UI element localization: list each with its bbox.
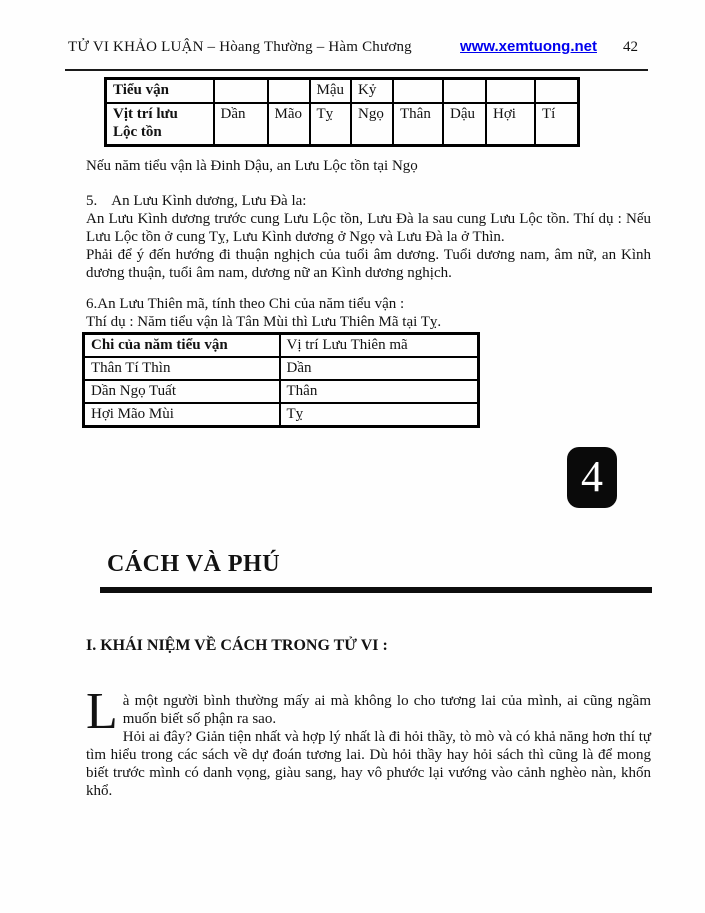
chapter-title: CÁCH VÀ PHÚ	[107, 551, 281, 577]
page-header	[68, 38, 638, 56]
table-cell: Hợi Mão Mùi	[84, 403, 280, 427]
table-cell	[268, 79, 310, 104]
intro-paragraph-2: Hỏi ai đây? Giản tiện nhất và hợp lý nhất là đi hỏi thầy, tò mò và có khả năng hơn thí tự tìm hiểu trong các sách về dự đoán tương lai. Dù hỏi thầy hay hỏi sách thì cũng là để mong biết trước mình có danh vọng, giàu sang, hay vô phước lại vướng vào cảnh nghèo nàn, khốn khổ.	[86, 729, 651, 799]
item-5-title-line	[86, 192, 651, 210]
drop-cap: L	[86, 683, 118, 740]
table-cell	[393, 79, 443, 104]
table-cell	[535, 79, 578, 104]
table-cell: Tiểu vận	[106, 79, 214, 104]
item-6-example: Thí dụ : Năm tiểu vận là Tân Mùi thì Lưu Thiên Mã tại Tỵ.	[86, 314, 442, 330]
chapter-number: 4	[581, 452, 603, 501]
section-intro	[86, 683, 651, 800]
table-cell: Dần Ngọ Tuất	[84, 380, 280, 403]
website-link[interactable]: www.xemtuong.net	[460, 38, 597, 55]
table-cell	[214, 79, 268, 104]
table-cell: Tỵ	[310, 103, 352, 146]
table-cell: Dần	[214, 103, 268, 146]
table-cell: Thân	[393, 103, 443, 146]
table-cell: Mậu	[310, 79, 352, 104]
table-cell: Thân	[280, 380, 479, 403]
table-row	[84, 380, 479, 403]
page-number: 42	[623, 39, 638, 55]
luu-loc-ton-table	[104, 77, 580, 147]
table-header-cell: Chi của năm tiểu vận	[84, 334, 280, 358]
table-cell: Tỵ	[280, 403, 479, 427]
intro-paragraph-1: à một người bình thường mấy ai mà không lo cho tương lai của mình, ai cũng ngầm muốn biết số phận ra sao.	[122, 693, 651, 727]
table-cell	[443, 79, 486, 104]
item-5	[86, 192, 651, 282]
table-row	[84, 403, 479, 427]
section-heading: I. KHÁI NIỆM VỀ CÁCH TRONG TỬ VI :	[86, 637, 388, 654]
table-row	[84, 357, 479, 380]
table-header-cell: Vị trí Lưu Thiên mã	[280, 334, 479, 358]
item-6	[86, 295, 651, 331]
luu-thien-ma-table	[82, 332, 480, 428]
chapter-title-rule	[100, 587, 652, 593]
table-cell: Mão	[268, 103, 310, 146]
table-cell: Thân Tí Thìn	[84, 357, 280, 380]
row-label-line2: Lộc tồn	[113, 124, 162, 140]
item-5-paragraph-2: Phải để ý đến hướng đi thuận nghịch của tuổi âm dương. Tuổi dương nam, âm nữ, an Kình dương thuận, tuổi âm nam, dương nữ an Kình dương nghịch.	[86, 247, 651, 281]
table-row	[106, 103, 579, 146]
table-cell: Tí	[535, 103, 578, 146]
document-title: TỬ VI KHẢO LUẬN – Hòang Thường – Hàm Chương	[68, 39, 412, 55]
table-cell	[486, 79, 535, 104]
loc-ton-example-note: Nếu năm tiểu vận là Đinh Dậu, an Lưu Lộc tồn tại Ngọ	[86, 158, 418, 174]
chapter-number-badge	[567, 447, 617, 508]
item-5-paragraph-1: An Lưu Kình dương trước cung Lưu Lộc tồn, Lưu Đà la sau cung Lưu Lộc tồn. Thí dụ : Nếu Lưu Lộc tồn ở cung Tỵ, Lưu Kình dương ở Ngọ và Lưu Đà la ở Thìn.	[86, 211, 651, 245]
table-cell: Dậu	[443, 103, 486, 146]
header-divider	[65, 69, 648, 71]
table-row	[106, 79, 579, 104]
table-header-row	[84, 334, 479, 358]
item-5-title: An Lưu Kình dương, Lưu Đà la:	[111, 193, 307, 209]
table-cell: Ngọ	[351, 103, 393, 146]
table-cell: Hợi	[486, 103, 535, 146]
item-5-number: 5.	[86, 193, 98, 209]
row-label-line1: Vịt trí lưu	[113, 106, 178, 122]
item-6-title: 6.An Lưu Thiên mã, tính theo Chi của năm tiểu vận :	[86, 296, 405, 312]
table-cell: Kỷ	[351, 79, 393, 104]
table-cell: Dần	[280, 357, 479, 380]
table-cell	[106, 103, 214, 146]
